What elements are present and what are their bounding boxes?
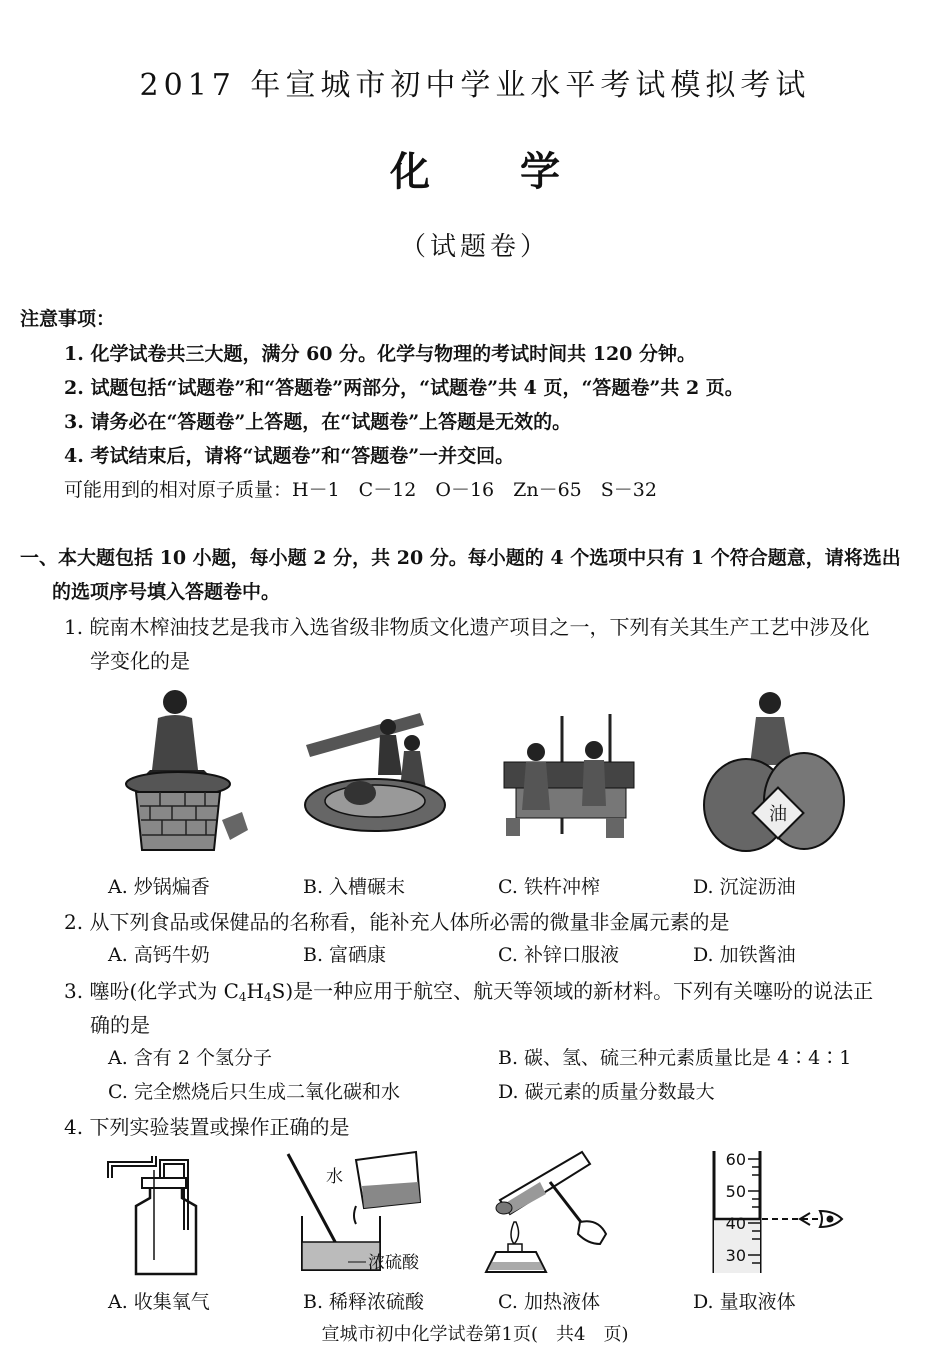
q4-figure-b-dilution: [280, 1150, 440, 1280]
q4-option-c: C. 加热液体: [498, 1291, 600, 1313]
q3-option-b: B. 碳、氢、硫三种元素质量比是 4∶4∶1: [498, 1047, 852, 1069]
q4-option-a: A. 收集氧气: [108, 1291, 210, 1313]
atomic-masses: 可能用到的相对原子质量：H－1 C－12 O－16 Zn－65 S－32: [64, 479, 657, 501]
q3-stem-cont: 确的是: [90, 1013, 150, 1037]
q1-figure-a-stir-frying: [110, 680, 260, 860]
cylinder-tick-40: 40: [725, 1214, 746, 1233]
q3-option-a: A. 含有 2 个氢分子: [108, 1047, 272, 1069]
q2-option-d: D. 加铁酱油: [693, 944, 796, 966]
q1-option-d: D. 沉淀沥油: [693, 876, 796, 898]
water-label: 水: [326, 1167, 343, 1187]
q2-option-b: B. 富硒康: [303, 944, 387, 966]
q1-option-b: B. 入槽碾末: [303, 876, 406, 898]
q4-figure-d-cylinder: [700, 1145, 850, 1280]
note-item-1: 1. 化学试卷共三大题，满分 60 分。化学与物理的考试时间共 120 分钟。: [64, 343, 697, 365]
q2-option-c: C. 补锌口服液: [498, 944, 619, 966]
page-footer: 宣城市初中化学试卷第1页( 共4 页): [321, 1324, 629, 1345]
note-item-2: 2. 试题包括“试题卷”和“答题卷”两部分，“试题卷”共 4 页，“答题卷”共 2 页。: [64, 377, 744, 399]
q4-figure-a-gas-bottle: [100, 1150, 210, 1280]
q1-option-a: A. 炒锅煸香: [108, 876, 210, 898]
notes-heading: 注意事项：: [20, 308, 116, 330]
exam-title: 2017 年宣城市初中学业水平考试模拟考试: [139, 68, 811, 103]
cylinder-tick-50: 50: [725, 1182, 746, 1201]
q1-figure-d-settling: [700, 685, 850, 860]
q1-stem: 1. 皖南木榨油技艺是我市入选省级非物质文化遗产项目之一，下列有关其生产工艺中涉及化: [64, 615, 870, 639]
note-item-3: 3. 请务必在“答题卷”上答题，在“试题卷”上答题是无效的。: [64, 411, 572, 433]
q3-stem: 3. 噻吩(化学式为 $C_4H_4S$)是一种应用于航空、航天等领域的新材料。下列有关噻吩的说法正: [64, 979, 874, 1004]
q1-stem-cont: 学变化的是: [90, 649, 190, 673]
acid-label: 浓硫酸: [368, 1253, 419, 1273]
q1-figure-c-pressing: [490, 710, 650, 860]
q4-option-b: B. 稀释浓硫酸: [303, 1291, 425, 1313]
q1-figure-b-grinding: [300, 705, 460, 855]
section1-heading-cont: 的选项序号填入答题卷中。: [52, 581, 281, 603]
paper-subtitle: （试题卷）: [399, 232, 550, 262]
q4-stem: 4. 下列实验装置或操作正确的是: [64, 1115, 350, 1139]
q4-option-d: D. 量取液体: [693, 1291, 796, 1313]
jar-oil-label: 油: [769, 804, 787, 825]
subject-title: 化学: [390, 148, 650, 195]
q3-option-d: D. 碳元素的质量分数最大: [498, 1081, 715, 1103]
q2-stem: 2. 从下列食品或保健品的名称看，能补充人体所必需的微量非金属元素的是: [64, 910, 730, 934]
q2-option-a: A. 高钙牛奶: [108, 944, 210, 966]
cylinder-tick-60: 60: [725, 1150, 746, 1169]
q3-option-c: C. 完全燃烧后只生成二氧化碳和水: [108, 1081, 400, 1103]
cylinder-tick-30: 30: [725, 1246, 746, 1265]
section1-heading: 一、本大题包括 10 小题，每小题 2 分，共 20 分。每小题的 4 个选项中只有 1 个符合题意，请将选出: [20, 547, 901, 569]
q1-option-c: C. 铁杵冲榨: [498, 876, 600, 898]
q4-figure-c-heating: [480, 1148, 640, 1278]
note-item-4: 4. 考试结束后，请将“试题卷”和“答题卷”一并交回。: [64, 445, 515, 467]
